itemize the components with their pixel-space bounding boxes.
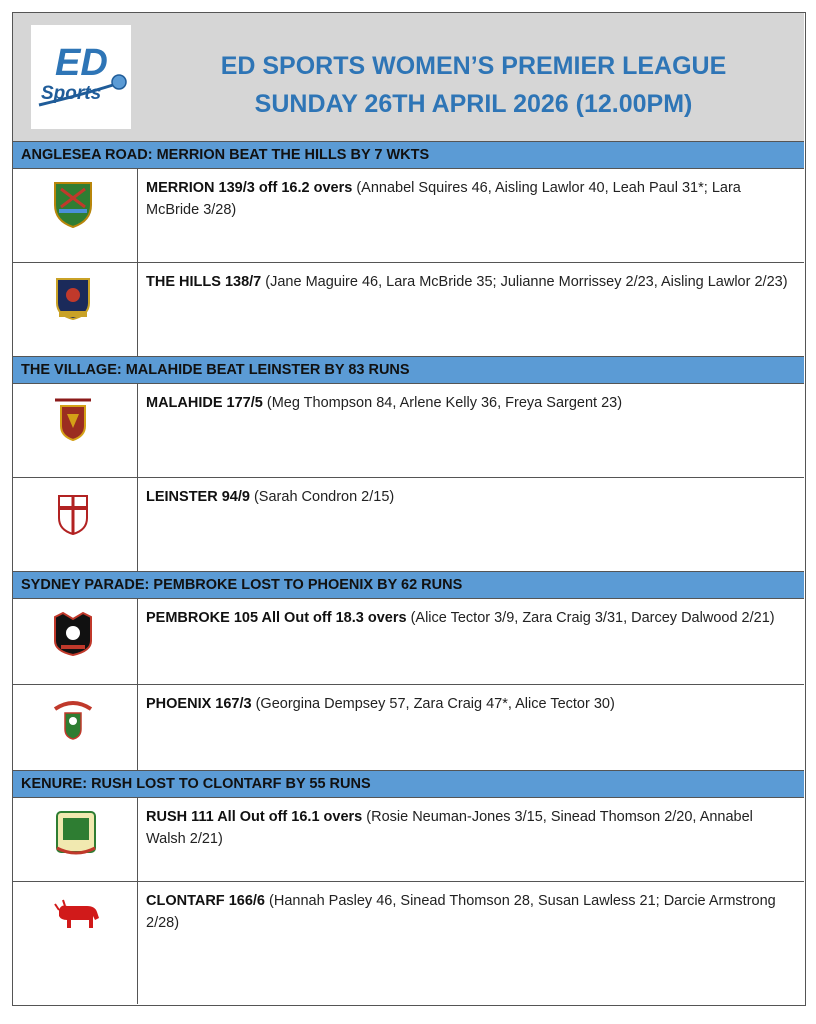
team-crest bbox=[13, 685, 138, 770]
team-score: RUSH 111 All Out off 16.1 overs bbox=[146, 809, 363, 825]
team-row bbox=[13, 478, 804, 572]
match-heading-text: ANGLESEA ROAD: MERRION BEAT THE HILLS BY 7 WKTS bbox=[21, 147, 430, 163]
team-details: (Sarah Condron 2/15) bbox=[249, 489, 395, 505]
team-crest bbox=[13, 798, 138, 881]
team-crest bbox=[13, 599, 138, 684]
team-row bbox=[13, 263, 804, 357]
team-result bbox=[146, 177, 792, 221]
leinster-crest-icon bbox=[51, 488, 95, 538]
team-result bbox=[146, 486, 792, 508]
match-heading bbox=[13, 357, 804, 384]
rush-crest-icon bbox=[51, 808, 101, 858]
team-crest bbox=[13, 882, 138, 1004]
malahide-crest-icon bbox=[51, 394, 95, 444]
match-heading bbox=[13, 142, 804, 169]
team-score: CLONTARF 166/6 bbox=[146, 893, 265, 909]
team-row bbox=[13, 599, 804, 685]
ed-sports-logo bbox=[31, 25, 131, 129]
team-crest bbox=[13, 478, 138, 571]
page-title bbox=[153, 47, 794, 123]
team-score: PEMBROKE 105 All Out off 18.3 overs bbox=[146, 610, 407, 626]
team-crest bbox=[13, 384, 138, 477]
team-result bbox=[146, 392, 792, 414]
team-row bbox=[13, 798, 804, 882]
team-result bbox=[146, 693, 792, 715]
logo-text-sports: Sports bbox=[41, 83, 102, 104]
match-heading bbox=[13, 771, 804, 798]
team-crest bbox=[13, 263, 138, 356]
team-details: (Annabel Squires 46, Aisling Lawlor 40, Leah Paul 31*; Lara McBride 3/28) bbox=[146, 180, 741, 218]
team-row bbox=[13, 384, 804, 478]
match-heading-text: THE VILLAGE: MALAHIDE BEAT LEINSTER BY 83 RUNS bbox=[21, 362, 410, 378]
ed-sports-logo-icon bbox=[31, 25, 131, 129]
clontarf-bull-icon bbox=[51, 892, 101, 942]
team-score: LEINSTER 94/9 bbox=[146, 489, 250, 505]
title-line-2: SUNDAY 26TH APRIL 2026 (12.00PM) bbox=[254, 90, 693, 118]
logo-text-ed: ED bbox=[55, 42, 108, 84]
team-crest bbox=[13, 169, 138, 262]
team-row bbox=[13, 685, 804, 771]
results-sheet bbox=[12, 12, 806, 1006]
match-heading bbox=[13, 572, 804, 599]
phoenix-crest-icon bbox=[51, 695, 95, 745]
team-result bbox=[146, 607, 792, 629]
team-details: (Jane Maguire 46, Lara McBride 35; Julianne Morrissey 2/23, Aisling Lawlor 2/23) bbox=[261, 274, 788, 290]
team-details: (Alice Tector 3/9, Zara Craig 3/31, Darcey Dalwood 2/21) bbox=[406, 610, 775, 626]
team-score: PHOENIX 167/3 bbox=[146, 696, 252, 712]
team-row bbox=[13, 169, 804, 263]
team-row bbox=[13, 882, 804, 1004]
team-details: (Hannah Pasley 46, Sinead Thomson 28, Susan Lawless 21; Darcie Armstrong 2/28) bbox=[146, 893, 776, 931]
title-line-1: ED SPORTS WOMEN’S PREMIER LEAGUE bbox=[220, 52, 727, 80]
merrion-crest-icon bbox=[51, 179, 95, 229]
team-score: MALAHIDE 177/5 bbox=[146, 395, 263, 411]
match-heading-text: KENURE: RUSH LOST TO CLONTARF BY 55 RUNS bbox=[21, 776, 371, 792]
team-result bbox=[146, 806, 792, 850]
pembroke-crest-icon bbox=[51, 609, 95, 659]
team-details: (Georgina Dempsey 57, Zara Craig 47*, Alice Tector 30) bbox=[251, 696, 615, 712]
team-details: (Meg Thompson 84, Arlene Kelly 36, Freya Sargent 23) bbox=[262, 395, 623, 411]
team-score: MERRION 139/3 off 16.2 overs bbox=[146, 180, 353, 196]
team-result bbox=[146, 890, 792, 934]
team-details: (Rosie Neuman-Jones 3/15, Sinead Thomson 2/20, Annabel Walsh 2/21) bbox=[146, 809, 753, 847]
the-hills-crest-icon bbox=[51, 273, 95, 323]
team-result bbox=[146, 271, 792, 293]
match-heading-text: SYDNEY PARADE: PEMBROKE LOST TO PHOENIX BY 62 RUNS bbox=[21, 577, 463, 593]
header bbox=[13, 13, 804, 142]
team-score: THE HILLS 138/7 bbox=[146, 274, 262, 290]
